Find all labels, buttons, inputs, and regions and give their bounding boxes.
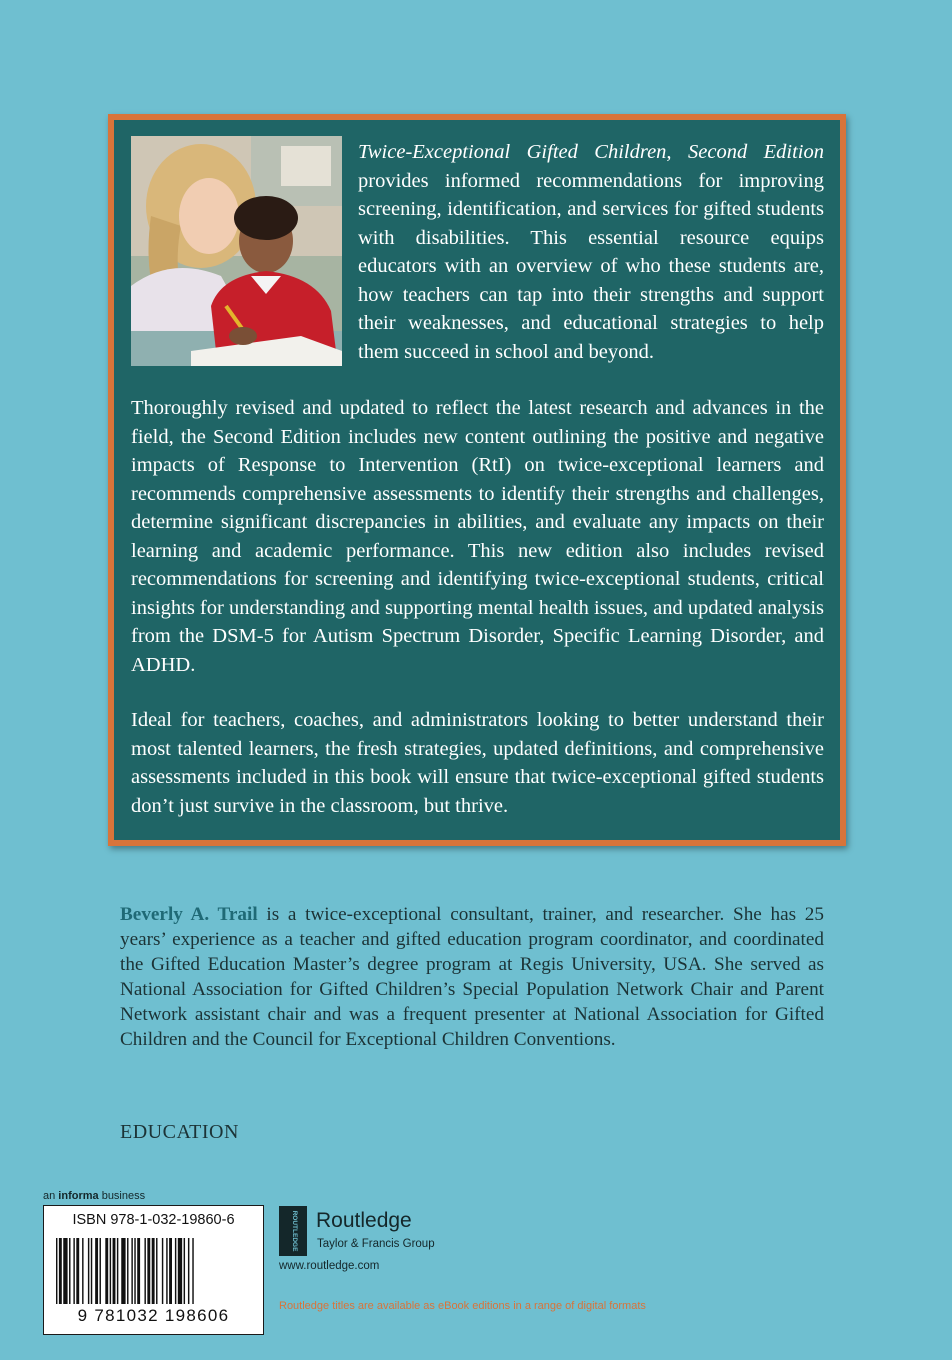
publisher-group: Taylor & Francis Group (317, 1238, 435, 1250)
barcode-bar (105, 1238, 108, 1304)
publisher-name: Routledge (316, 1209, 412, 1232)
barcode-bar (121, 1238, 125, 1304)
barcode-bar (188, 1238, 189, 1304)
author-name: Beverly A. Trail (120, 904, 258, 925)
barcode-bar (144, 1238, 145, 1304)
barcode-bar (156, 1238, 157, 1304)
barcode-bar (131, 1238, 132, 1304)
barcode-bar (162, 1238, 163, 1304)
barcode-bar (184, 1238, 185, 1304)
author-bio-text: is a twice-exceptional consultant, trainer, and researcher. She has 25 years’ experience as a teacher and gifted education program coordinator, and coordinated the Gifted Education Master’s degree program at Regis University, USA. She served as National Association for Gifted Children’s Special Population Network Chair and Parent Network assistant chair and was a frequent presenter at National Association for Gifted Children and the Council for Exceptional Children Conventions. (120, 904, 824, 1050)
blurb-paragraph-1 (358, 138, 824, 366)
barcode-bar (63, 1238, 67, 1304)
author-bio (120, 902, 824, 1052)
informa-prefix: an (43, 1190, 59, 1202)
subject-category: EDUCATION (120, 1121, 239, 1143)
cover-photo-teacher-and-student (131, 136, 342, 366)
barcode-bar (100, 1238, 101, 1304)
barcode-bar (82, 1238, 83, 1304)
barcode-bar (110, 1238, 111, 1304)
barcode-bar (91, 1238, 92, 1304)
book-title: Twice-Exceptional Gifted Children, Second Edition (358, 141, 824, 163)
blurb-paragraph-1-text: provides informed recommendations for improving screening, identification, and services for gifted students with disabilities. This essential resource equips educators with an overview of who these students are, how teachers can tap into their strengths and support their weaknesses, and educational strategies to help them succeed in school and beyond. (358, 169, 824, 363)
routledge-logo-icon (279, 1206, 307, 1256)
barcode-bar (88, 1238, 89, 1304)
barcode-bar (127, 1238, 128, 1304)
isbn-barcode (43, 1205, 264, 1335)
barcode-bar (192, 1238, 193, 1304)
barcode-bar (178, 1238, 182, 1304)
barcode-bar (147, 1238, 150, 1304)
barcode-bar (59, 1238, 62, 1304)
informa-suffix: business (98, 1190, 146, 1202)
publisher-url: www.routledge.com (279, 1260, 380, 1272)
description-panel (108, 114, 846, 846)
barcode-bar (169, 1238, 172, 1304)
ebook-availability-note: Routledge titles are available as eBook editions in a range of digital formats (279, 1300, 646, 1312)
barcode-bar (73, 1238, 74, 1304)
barcode-bars (54, 1238, 254, 1306)
isbn-label: ISBN 978-1-032-19860-6 (72, 1212, 235, 1228)
barcode-bar (76, 1238, 79, 1304)
barcode-bar (134, 1238, 135, 1304)
barcode-bar (95, 1238, 98, 1304)
barcode-bar (113, 1238, 116, 1304)
barcode-bar (175, 1238, 176, 1304)
barcode-bar (152, 1238, 155, 1304)
photo-illustration (131, 136, 342, 366)
barcode-bar (56, 1238, 57, 1304)
blurb-paragraph-3: Ideal for teachers, coaches, and administrators looking to better understand their most talented learners, the fresh strategies, updated definitions, and comprehensive assessments included in this book will ensure that twice-exceptional gifted students don’t just survive in the classroom, but thrive. (131, 709, 824, 817)
informa-business-tagline (43, 1190, 145, 1202)
barcode-bar (166, 1238, 167, 1304)
blurb-paragraph-2: Thoroughly revised and updated to reflect the latest research and advances in the field, the Second Edition includes new content outlining the positive and negative impacts of Response to Intervention (RtI) on twice-exceptional learners and recommends comprehensive assessments to identify their strengths and challenges, determine significant discrepancies in abilities, and evaluate any impacts on their learning and academic performance. This new edition also includes revised recommendations for screening and identifying twice-exceptional students, critical insights for understanding and supporting mental health issues, and updated analysis from the DSM-5 for Autism Spectrum Disorder, Specific Learning Disorder, and ADHD. (131, 397, 824, 676)
informa-brand: informa (58, 1190, 99, 1202)
barcode-digits: 9 781032 198606 (77, 1306, 230, 1325)
barcode-bar (117, 1238, 118, 1304)
barcode-bar (69, 1238, 70, 1304)
barcode-bar (137, 1238, 140, 1304)
routledge-logo-text: ROUTLEDGE (291, 1210, 298, 1252)
